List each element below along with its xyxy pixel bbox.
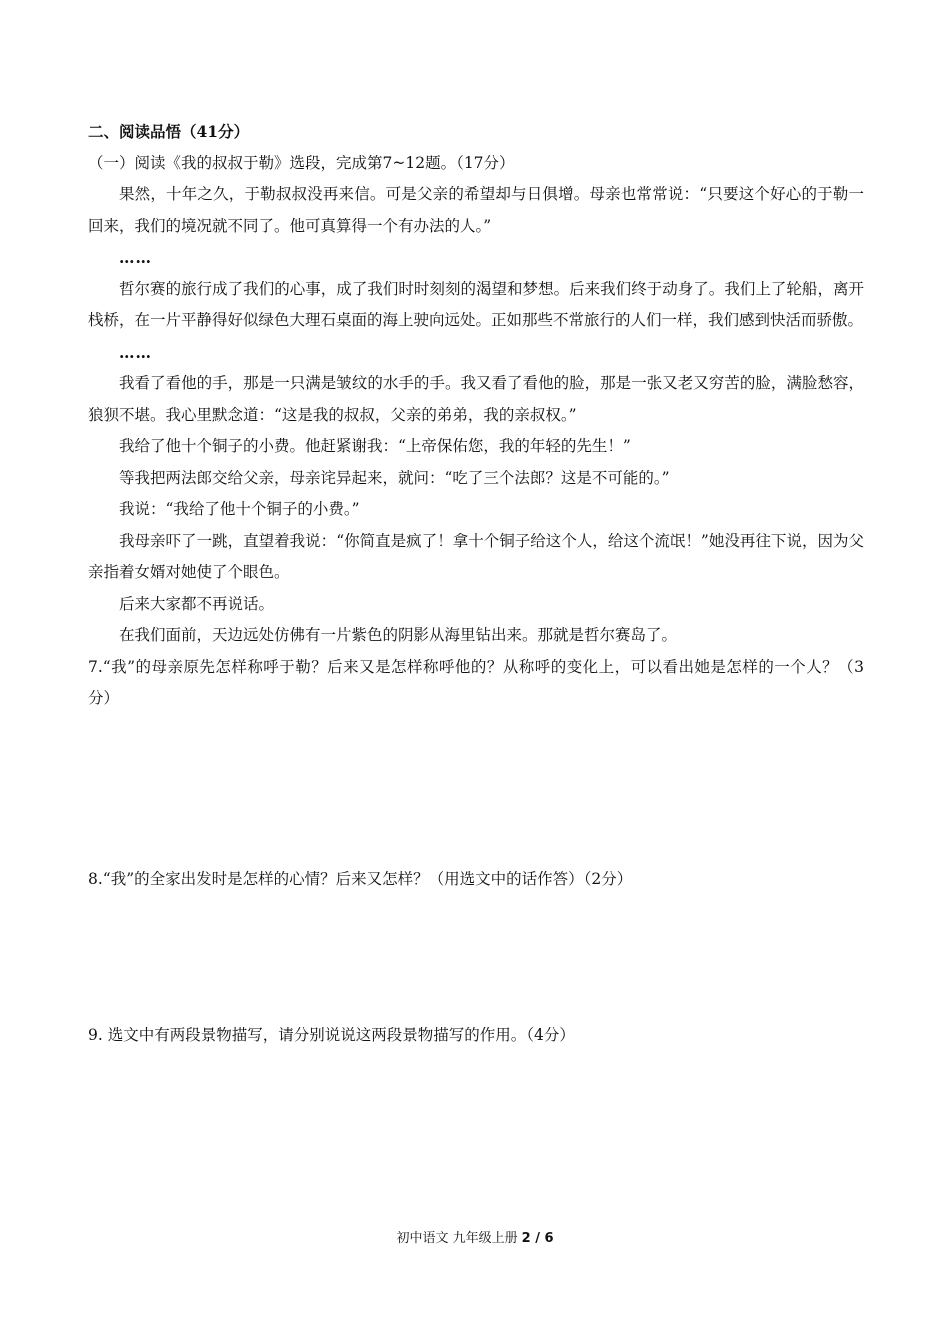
answer-space-7 — [88, 715, 864, 864]
passage-ellipsis-2: …… — [119, 342, 152, 362]
passage-paragraph-9: 在我们面前，天边远处仿佛有一片紫色的阴影从海里钻出来。那就是哲尔赛岛了。 — [119, 626, 678, 644]
section-title: 二、阅读品悟（41分） — [88, 122, 250, 141]
passage-ellipsis-1: …… — [119, 248, 152, 267]
section-intro: （一）阅读《我的叔叔于勒》选段，完成第7~12题。（17分） — [88, 153, 515, 172]
question-7: 7.“我”的母亲原先怎样称呼于勒？后来又是怎样称呼他的？从称呼的变化上，可以看出她是怎样的一个人？（3分） — [88, 657, 864, 707]
passage-paragraph-3: 我看了看他的手，那是一只满是皱纹的水手的手。我又看了看他的脸，那是一张又老又穷苦的脸，满脸愁容，狼狈不堪。我心里默念道：“这是我的叔叔，父亲的弟弟，我的亲叔权。” — [88, 374, 864, 424]
page-footer — [0, 1227, 950, 1246]
passage-paragraph-4: 我给了他十个铜子的小费。他赶紧谢我：“上帝保佑您，我的年轻的先生！” — [119, 437, 631, 455]
page-content — [88, 116, 864, 1052]
page-number: 2 / 6 — [521, 1231, 554, 1246]
footer-label: 初中语文 九年级上册 — [396, 1231, 518, 1246]
question-8: 8.“我”的全家出发时是怎样的心情？后来又怎样？（用选文中的话作答）（2分） — [88, 869, 633, 888]
passage-paragraph-7: 我母亲吓了一跳，直望着我说：“你简直是疯了！拿十个铜子给这个人，给这个流氓！”她没再往下说，因为父亲指着女婿对她使了个眼色。 — [88, 531, 864, 581]
passage-paragraph-6: 我说：“我给了他十个铜子的小费。” — [119, 500, 360, 518]
passage-paragraph-1: 果然，十年之久，于勒叔叔没再来信。可是父亲的希望却与日俱增。母亲也常常说：“只要这个好心的于勒一回来，我们的境况就不同了。他可真算得一个有办法的人。” — [88, 185, 864, 235]
passage-paragraph-8: 后来大家都不再说话。 — [119, 594, 275, 613]
question-9: 9. 选文中有两段景物描写，请分别说说这两段景物描写的作用。（4分） — [88, 1026, 575, 1044]
passage-paragraph-5: 等我把两法郎交给父亲，母亲诧异起来，就问：“吃了三个法郎？这是不可能的。” — [119, 468, 670, 487]
passage-paragraph-2: 哲尔赛的旅行成了我们的心事，成了我们时时刻刻的渴望和梦想。后来我们终于动身了。我们上了轮船，离开栈桥，在一片平静得好似绿色大理石桌面的海上驶向远处。正如那些不常旅行的人们一样，我们感到快活而骄傲。 — [88, 279, 864, 329]
answer-space-8 — [88, 895, 864, 1020]
